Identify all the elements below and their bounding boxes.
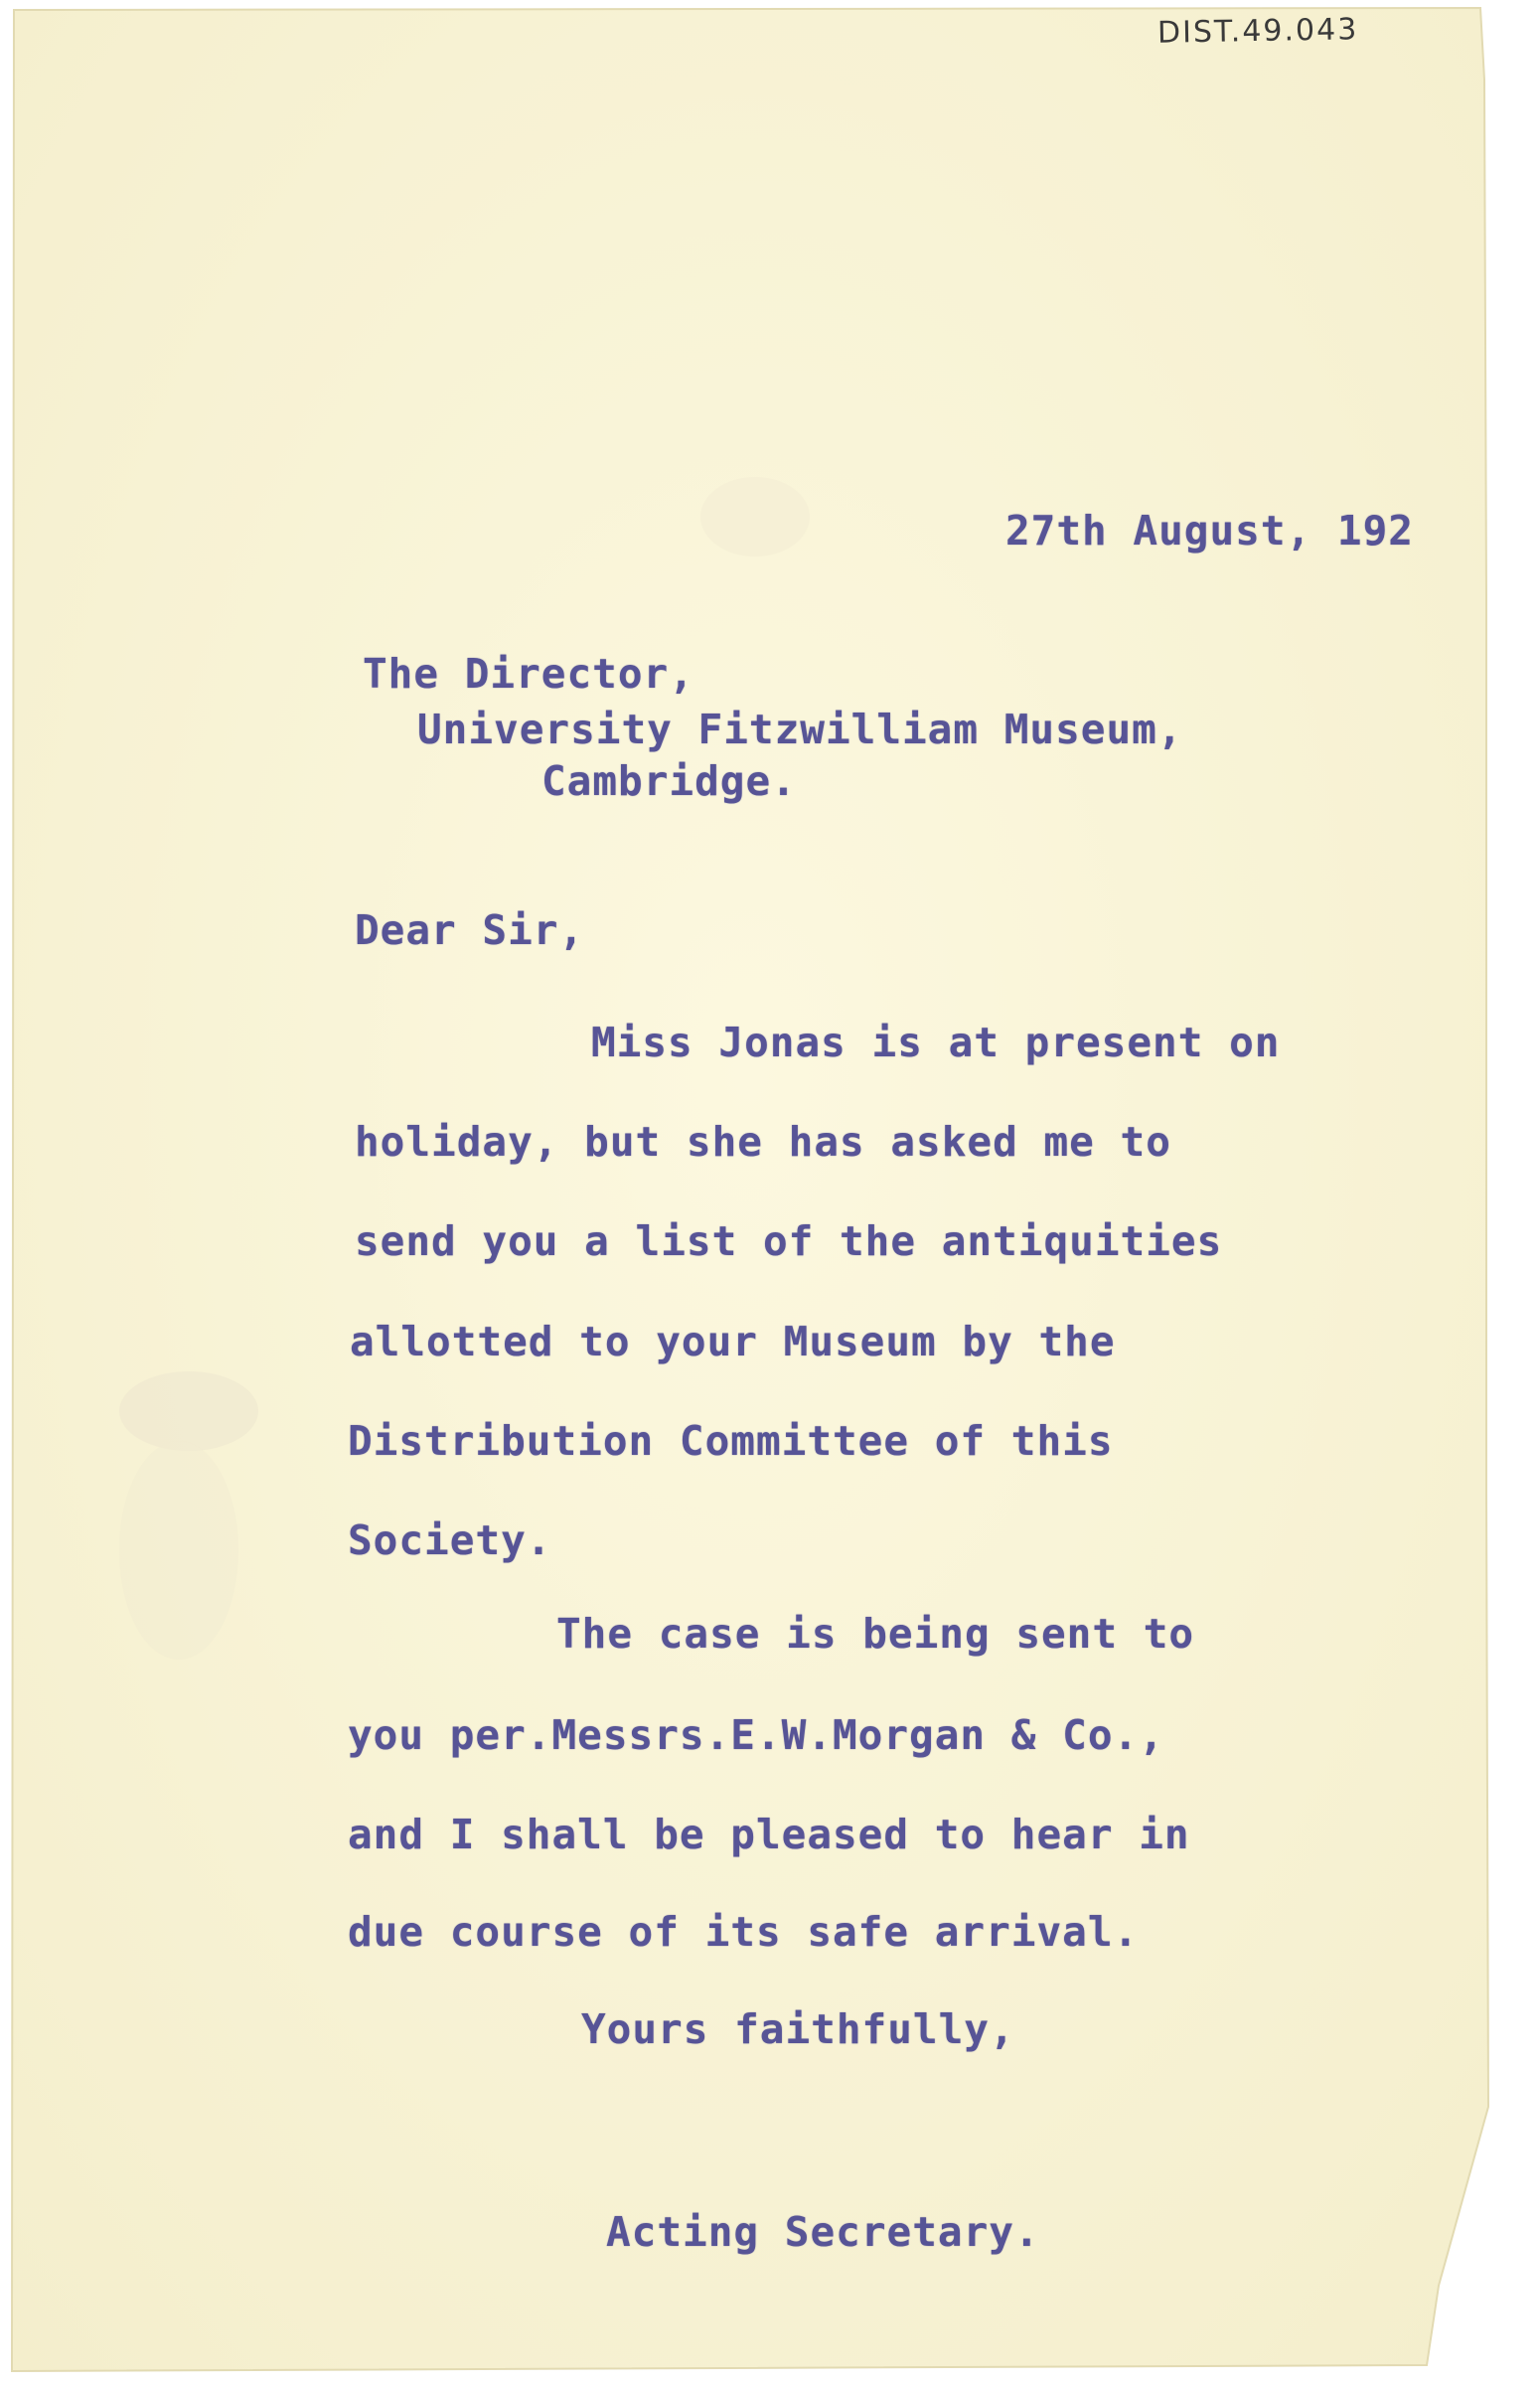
archive-reference-number: DIST.49.043 (1156, 12, 1359, 51)
body-line: Society. (348, 1516, 552, 1564)
paper-stain (119, 1441, 238, 1660)
paper-stain (119, 1371, 258, 1451)
body-line: Distribution Committee of this (348, 1417, 1114, 1465)
body-line: Miss Jonas is at present on (591, 1019, 1281, 1066)
recipient-line-2: University Fitzwilliam Museum, (417, 706, 1183, 753)
body-line: allotted to your Museum by the (350, 1318, 1116, 1365)
body-line: due course of its safe arrival. (348, 1908, 1140, 1956)
recipient-line-3: Cambridge. (541, 757, 797, 805)
signature-title: Acting Secretary. (606, 2208, 1040, 2256)
body-line: you per.Messrs.E.W.Morgan & Co., (348, 1711, 1164, 1759)
letter-date: 27th August, 192 (1005, 507, 1414, 555)
salutation: Dear Sir, (355, 906, 585, 954)
paper-stain (700, 477, 810, 557)
body-line: holiday, but she has asked me to (355, 1118, 1171, 1166)
body-line: and I shall be pleased to hear in (348, 1811, 1190, 1858)
closing: Yours faithfully, (581, 2005, 1015, 2053)
body-line: send you a list of the antiquities (355, 1217, 1223, 1265)
recipient-line-1: The Director, (363, 650, 694, 698)
body-line: The case is being sent to (556, 1610, 1195, 1658)
